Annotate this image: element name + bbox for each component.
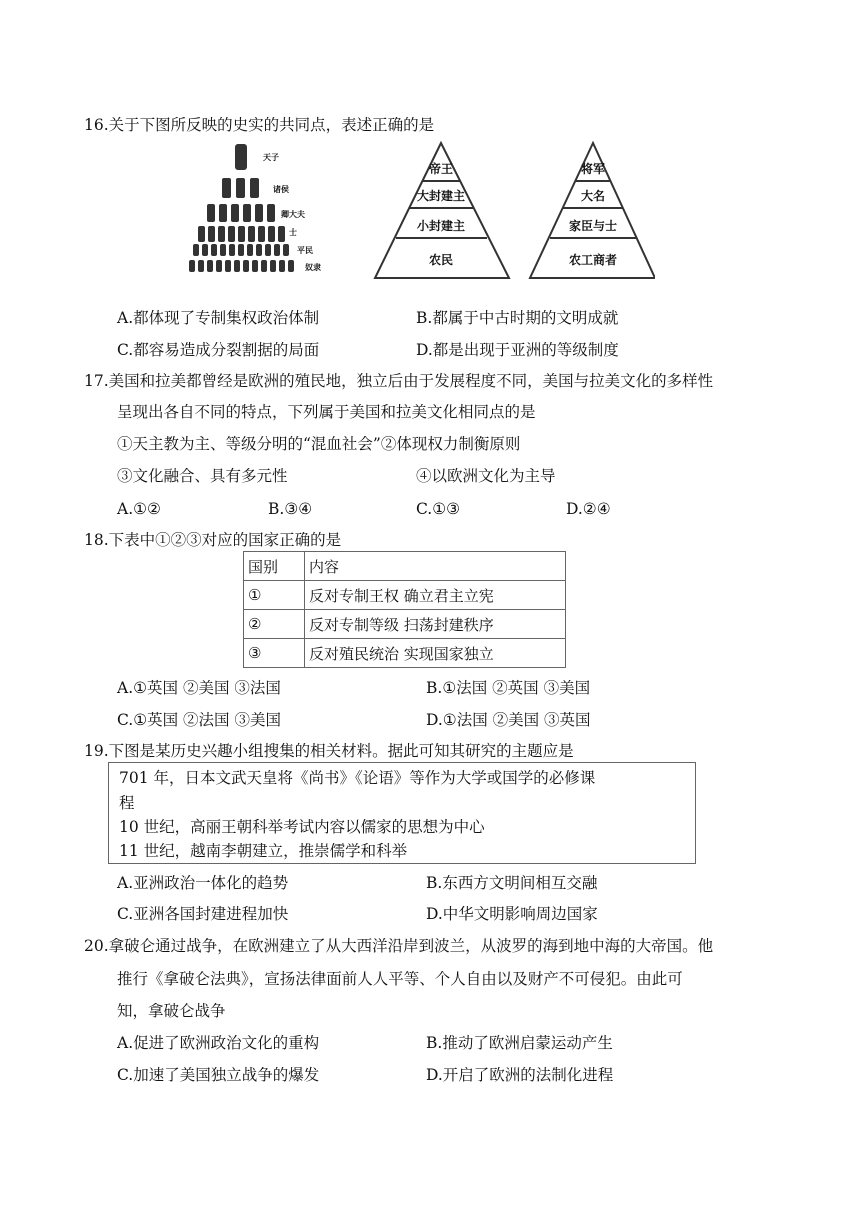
table-row — [244, 581, 566, 610]
q18-stem: 18.下表中①②③对应的国家正确的是 — [84, 531, 342, 549]
q17-stem-line2: 呈现出各自不同的特点，下列属于美国和拉美文化相同点的是 — [117, 403, 536, 421]
q19-stem: 19.下图是某历史兴趣小组搜集的相关材料。据此可知其研究的主题应是 — [84, 742, 574, 760]
q19-material-line: 程 — [119, 794, 135, 812]
q17-option-a[interactable]: A.①② — [117, 500, 161, 518]
fig2-label: 帝王 — [428, 162, 454, 176]
q20-option-b[interactable]: B.推动了欧洲启蒙运动产生 — [426, 1034, 613, 1052]
fig1-label: 士 — [289, 228, 297, 237]
q19-option-b[interactable]: B.东西方文明间相互交融 — [426, 874, 598, 892]
q16-figures — [185, 140, 655, 285]
table-header-cell: 内容 — [305, 552, 566, 581]
q20-option-a[interactable]: A.促进了欧洲政治文化的重构 — [117, 1034, 320, 1052]
q18-option-b[interactable]: B.①法国 ②英国 ③美国 — [426, 679, 591, 697]
table-cell: 反对殖民统治 实现国家独立 — [305, 639, 566, 668]
fig1-label: 奴隶 — [305, 263, 321, 272]
fig3-label: 家臣与士 — [568, 219, 618, 233]
q18-option-a[interactable]: A.①英国 ②美国 ③法国 — [117, 679, 281, 697]
fig2-label: 小封建主 — [416, 219, 466, 233]
q17-item-4: ④以欧洲文化为主导 — [416, 467, 556, 485]
q18-table — [243, 551, 566, 668]
fig1-label: 天子 — [263, 153, 279, 162]
fig3-label: 大名 — [580, 189, 606, 203]
fig3-label: 农工商者 — [568, 253, 618, 267]
q17-item-1-2: ①天主教为主、等级分明的“混血社会”②体现权力制衡原则 — [117, 435, 521, 453]
q20-stem-line3: 知，拿破仑战争 — [117, 1002, 226, 1020]
q20-stem-line2: 推行《拿破仑法典》，宣扬法律面前人人平等、个人自由以及财产不可侵犯。由此可 — [117, 970, 683, 988]
q19-material-line: 11 世纪，越南李朝建立，推崇儒学和科举 — [119, 842, 408, 860]
table-cell: ① — [244, 581, 305, 610]
q17-option-c[interactable]: C.①③ — [416, 500, 461, 518]
fig3-label: 将军 — [580, 162, 606, 176]
fig2-label: 大封建主 — [416, 189, 466, 203]
q16-option-a[interactable]: A.都体现了专制集权政治体制 — [117, 309, 320, 327]
q19-material-box — [108, 762, 696, 864]
table-cell: ③ — [244, 639, 305, 668]
q17-option-d[interactable]: D.②④ — [566, 500, 611, 518]
fig2-label: 农民 — [428, 253, 454, 267]
q16-option-d[interactable]: D.都是出现于亚洲的等级制度 — [416, 341, 619, 359]
q18-option-d[interactable]: D.①法国 ②美国 ③英国 — [426, 711, 591, 729]
table-header-cell: 国别 — [244, 552, 305, 581]
q20-option-c[interactable]: C.加速了美国独立战争的爆发 — [117, 1066, 320, 1084]
fig1-label: 卿大夫 — [281, 210, 305, 219]
table-row — [244, 610, 566, 639]
q19-option-c[interactable]: C.亚洲各国封建进程加快 — [117, 905, 289, 923]
table-cell: ② — [244, 610, 305, 639]
table-cell: 反对专制等级 扫荡封建秩序 — [305, 610, 566, 639]
feudal-pyramid-figure — [189, 144, 294, 272]
q16-stem: 16.关于下图所反映的史实的共同点，表述正确的是 — [84, 116, 435, 134]
q16-option-c[interactable]: C.都容易造成分裂割据的局面 — [117, 341, 320, 359]
q19-option-a[interactable]: A.亚洲政治一体化的趋势 — [117, 874, 289, 892]
q19-option-d[interactable]: D.中华文明影响周边国家 — [426, 905, 598, 923]
q16-option-b[interactable]: B.都属于中古时期的文明成就 — [416, 309, 619, 327]
q17-option-b[interactable]: B.③④ — [268, 500, 313, 518]
table-header-row — [244, 552, 566, 581]
table-cell: 反对专制王权 确立君主立宪 — [305, 581, 566, 610]
q20-option-d[interactable]: D.开启了欧洲的法制化进程 — [426, 1066, 614, 1084]
q17-item-3: ③文化融合、具有多元性 — [117, 467, 288, 485]
fig1-label: 平民 — [297, 246, 313, 255]
table-row — [244, 639, 566, 668]
q19-material-line: 701 年，日本文武天皇将《尚书》《论语》等作为大学或国学的必修课 — [119, 769, 596, 787]
q17-stem-line1: 17.美国和拉美都曾经是欧洲的殖民地，独立后由于发展程度不同，美国与拉美文化的多样性 — [84, 372, 714, 390]
q20-stem-line1: 20.拿破仑通过战争，在欧洲建立了从大西洋沿岸到波兰，从波罗的海到地中海的大帝国。他 — [84, 937, 714, 955]
fig1-label: 诸侯 — [273, 185, 289, 194]
q18-option-c[interactable]: C.①英国 ②法国 ③美国 — [117, 711, 281, 729]
q19-material-line: 10 世纪，高丽王朝科举考试内容以儒家的思想为中心 — [119, 818, 485, 836]
